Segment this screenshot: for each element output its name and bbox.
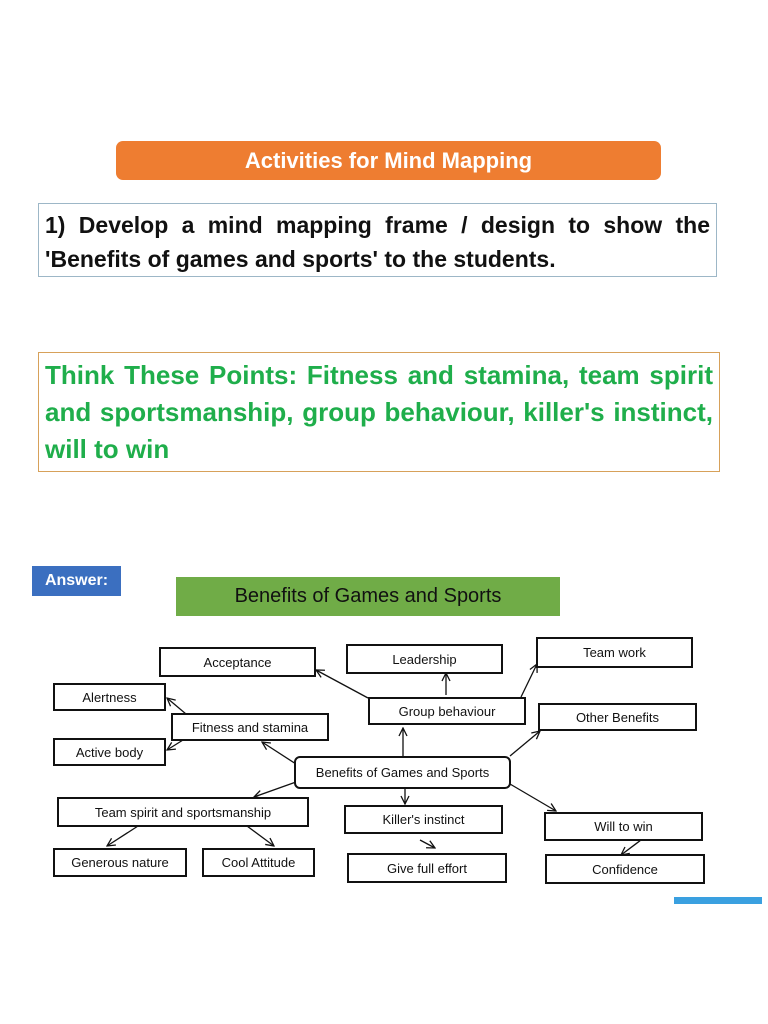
arrow-group-teamwork xyxy=(521,664,537,697)
arrow-center-fitness xyxy=(262,742,296,764)
mind-map-title: Benefits of Games and Sports xyxy=(176,577,560,616)
node-acceptance: Acceptance xyxy=(159,647,316,677)
node-killers-instinct: Killer's instinct xyxy=(344,805,503,834)
arrow-center-teamspirit xyxy=(254,782,296,797)
node-generous-nature: Generous nature xyxy=(53,848,187,877)
arrow-center-willtowin xyxy=(510,784,556,811)
node-active-body: Active body xyxy=(53,738,166,766)
arrow-fitness-alertness xyxy=(167,698,186,714)
arrow-teamspirit-cool xyxy=(247,826,274,846)
arrow-willtowin-confidence xyxy=(621,840,641,855)
arrow-killer-effort xyxy=(420,840,435,848)
activity-title-banner xyxy=(116,141,661,180)
node-will-to-win: Will to win xyxy=(544,812,703,841)
node-team-work: Team work xyxy=(536,637,693,668)
node-other-benefits: Other Benefits xyxy=(538,703,697,731)
node-team-spirit: Team spirit and sportsmanship xyxy=(57,797,309,827)
node-alertness: Alertness xyxy=(53,683,166,711)
node-give-full-effort: Give full effort xyxy=(347,853,507,883)
answer-label: Answer: xyxy=(32,566,121,596)
arrow-center-other xyxy=(510,731,540,756)
node-confidence: Confidence xyxy=(545,854,705,884)
hint-box: Think These Points: Fitness and stamina, team spirit and sportsmanship, group behaviour, killer's instinct, will to win xyxy=(38,352,720,472)
node-fitness-stamina: Fitness and stamina xyxy=(171,713,329,741)
accent-bar xyxy=(674,897,762,904)
node-center-benefits: Benefits of Games and Sports xyxy=(294,756,511,789)
arrow-teamspirit-generous xyxy=(107,826,138,846)
question-box: 1) Develop a mind mapping frame / design to show the 'Benefits of games and sports' to the students. xyxy=(38,203,717,277)
node-group-behaviour: Group behaviour xyxy=(368,697,526,725)
arrow-fitness-activebody xyxy=(167,740,183,750)
node-leadership: Leadership xyxy=(346,644,503,674)
activity-title: Activities for Mind Mapping xyxy=(244,147,533,173)
node-cool-attitude: Cool Attitude xyxy=(202,848,315,877)
arrow-group-acceptance xyxy=(316,670,368,698)
